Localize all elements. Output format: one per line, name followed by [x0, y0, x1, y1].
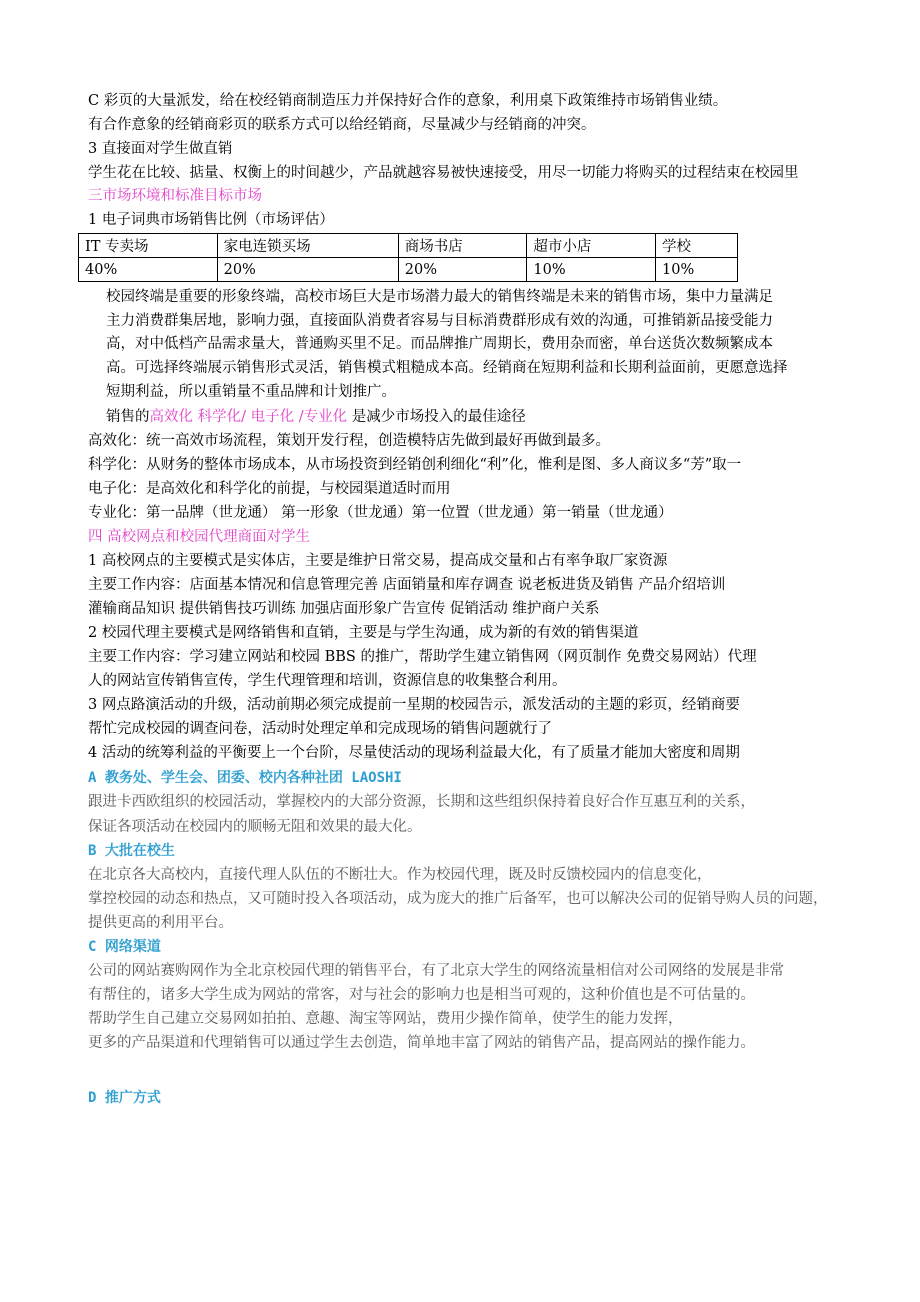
text-line: 专业化：第一品牌（世龙通） 第一形象（世龙通）第一位置（世龙通）第一销量（世龙通）	[88, 505, 673, 521]
text-line: 公司的网站赛购网作为全北京校园代理的销售平台，有了北京大学生的网络流量相信对公司网络的发展是非常	[88, 963, 784, 979]
sub-heading: D 推广方式	[88, 1090, 161, 1106]
text-line: 主要工作内容：店面基本情况和信息管理完善 店面销量和库存调查 说老板进货及销售 产品介绍培训	[88, 577, 726, 593]
table-cell: 家电连锁买场	[217, 234, 398, 258]
table-cell: 20%	[398, 258, 527, 282]
text-line: 高，对中低档产品需求量大，普通购买里不足。而品牌推广周期长，费用杂而密，单台送货次数频繁成本	[106, 336, 773, 352]
text-line: 1 电子词典市场销售比例（市场评估）	[88, 212, 334, 228]
text-span: 销售的	[106, 409, 150, 425]
table-row	[79, 258, 738, 282]
text-line: 2 校园代理主要模式是网络销售和直销，主要是与学生沟通，成为新的有效的销售渠道	[88, 625, 639, 641]
market-share-table	[78, 233, 738, 282]
section-heading: 三市场环境和标准目标市场	[88, 188, 262, 204]
table-cell: 20%	[217, 258, 398, 282]
text-line: 4 活动的统筹利益的平衡要上一个台阶，尽量使活动的现场利益最大化，有了质量才能加大密度和周期	[88, 745, 740, 761]
text-line: 电子化：是高效化和科学化的前提，与校园渠道适时而用	[88, 481, 451, 497]
highlight-text: 高效化 科学化/ 电子化 /专业化	[149, 409, 348, 425]
text-line: 高。可选择终端展示销售形式灵活，销售模式粗糙成本高。经销商在短期利益和长期利益面前，更愿意选择	[106, 360, 788, 376]
text-line: 短期利益，所以重销量不重品牌和计划推广。	[106, 384, 396, 400]
text-line: 主要工作内容：学习建立网站和校园 BBS 的推广，帮助学生建立销售网（网页制作 免费交易网站）代理	[88, 649, 757, 665]
text-line: 掌控校园的动态和热点，又可随时投入各项活动，成为庞大的推广后备军，也可以解决公司的促销导购人员的问题，	[88, 891, 828, 907]
text-line: 校园终端是重要的形象终端，高校市场巨大是市场潜力最大的销售终端是未来的销售市场，集中力量满足	[106, 289, 773, 305]
text-line: 灌输商品知识 提供销售技巧训练 加强店面形象广告宣传 促销活动 维护商户关系	[88, 601, 600, 617]
text-line	[106, 407, 526, 427]
table-header-row	[79, 234, 738, 258]
text-line: 跟进卡西欧组织的校园活动，掌握校内的大部分资源，长期和这些组织保持着良好合作互惠互利的关系，	[88, 794, 755, 810]
text-line: C 彩页的大量派发，给在校经销商制造压力并保持好合作的意象，利用桌下政策维持市场销售业绩。	[88, 93, 728, 109]
text-line: 3 网点路演活动的升级，活动前期必须完成提前一星期的校园告示，派发活动的主题的彩页，经销商要	[88, 697, 740, 713]
text-line: 科学化：从财务的整体市场成本，从市场投资到经销创利细化“利”化，惟利是图、多人商议多“芳”取一	[88, 457, 742, 473]
table-cell: 商场书店	[398, 234, 527, 258]
table-cell: 学校	[656, 234, 738, 258]
text-line: 有合作意象的经销商彩页的联系方式可以给经销商，尽量减少与经销商的冲突。	[88, 117, 596, 133]
sub-heading: A 教务处、学生会、团委、校内各种社团 LAOSHI	[88, 770, 402, 786]
text-line: 有帮住的，诸多大学生成为网站的常客，对与社会的影响力也是相当可观的，这种价值也是不可估量的。	[88, 987, 755, 1003]
text-line: 提供更高的利用平台。	[88, 915, 233, 931]
text-line: 3 直接面对学生做直销	[88, 141, 233, 157]
text-line: 主力消费群集居地，影响力强，直接面队消费者容易与目标消费群形成有效的沟通，可推销新品接受能力	[106, 313, 773, 329]
text-line: 高效化：统一高效市场流程，策划开发行程，创造模特店先做到最好再做到最多。	[88, 433, 610, 449]
text-line: 1 高校网点的主要模式是实体店，主要是维护日常交易，提高成交量和占有率争取厂家资源	[88, 553, 668, 569]
table-cell: 10%	[656, 258, 738, 282]
text-line: 帮忙完成校园的调查问卷，活动时处理定单和完成现场的销售问题就行了	[88, 721, 552, 737]
table-cell: 40%	[79, 258, 218, 282]
sub-heading: C 网络渠道	[88, 939, 161, 955]
table-cell: 超市小店	[527, 234, 656, 258]
text-line: 人的网站宣传销售宣传，学生代理管理和培训，资源信息的收集整合利用。	[88, 673, 567, 689]
table-cell: IT 专卖场	[79, 234, 218, 258]
text-line: 保证各项活动在校园内的顺畅无阻和效果的最大化。	[88, 819, 422, 835]
section-heading: 四 高校网点和校园代理商面对学生	[88, 529, 311, 545]
text-line: 在北京各大高校内，直接代理人队伍的不断壮大。作为校园代理，既及时反馈校园内的信息变化，	[88, 867, 712, 883]
text-line: 学生花在比较、掂量、权衡上的时间越少，产品就越容易被快速接受，用尽一切能力将购买的过程结束在校园里	[88, 165, 799, 181]
text-line: 帮助学生自己建立交易网如拍拍、意趣、淘宝等网站，费用少操作简单，使学生的能力发挥，	[88, 1011, 683, 1027]
sub-heading: B 大批在校生	[88, 843, 175, 859]
table-cell: 10%	[527, 258, 656, 282]
text-span: 是减少市场投入的最佳途径	[347, 409, 526, 425]
text-line: 更多的产品渠道和代理销售可以通过学生去创造，简单地丰富了网站的销售产品，提高网站的操作能力。	[88, 1035, 755, 1051]
